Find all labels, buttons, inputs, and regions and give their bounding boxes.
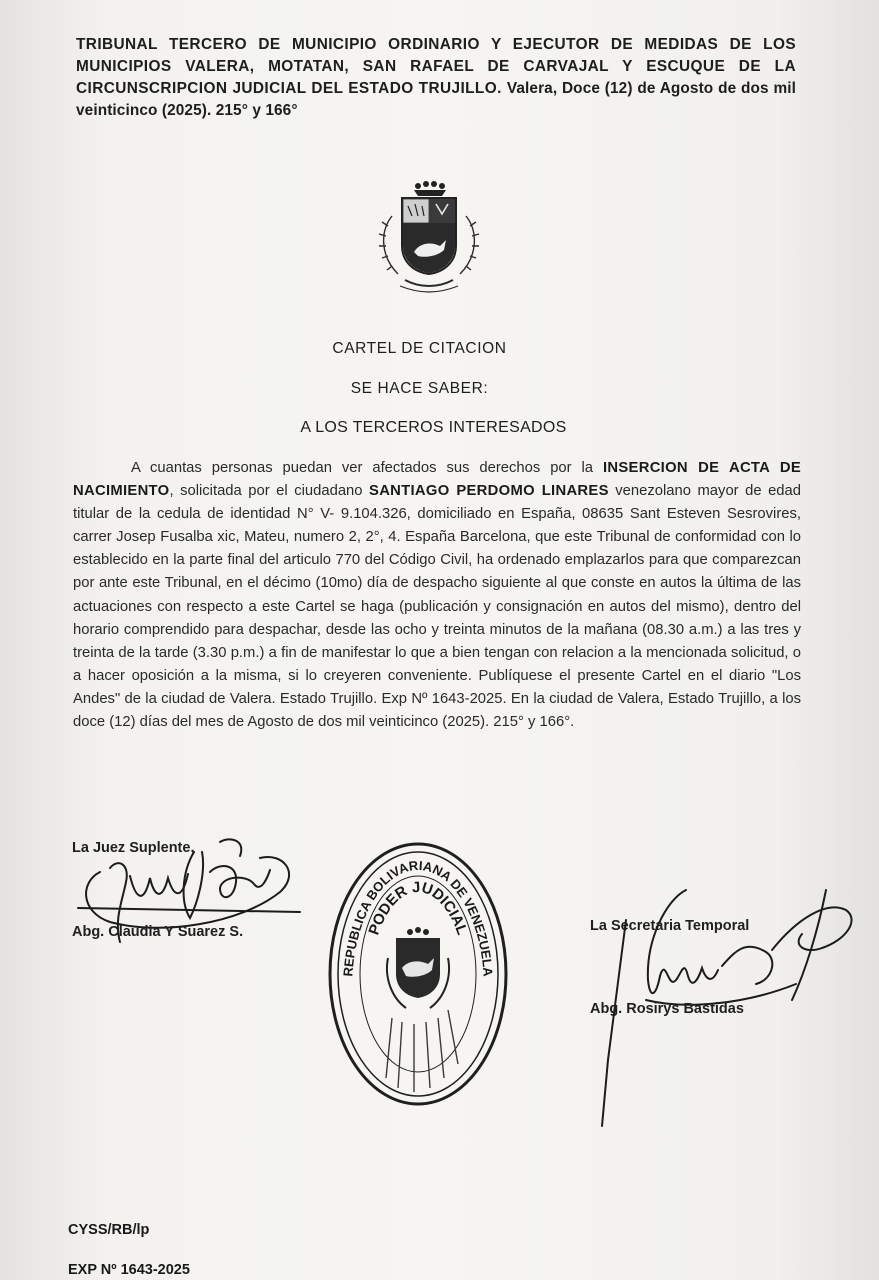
- applicant-name: SANTIAGO PERDOMO LINARES: [369, 483, 609, 500]
- secretary-title: La Secretaria Temporal: [590, 918, 750, 934]
- seal-inner-text: PODER JUDICIAL: [365, 878, 471, 938]
- body-paragraph: [73, 457, 801, 734]
- document-initials: CYSS/RB/lp: [68, 1222, 150, 1238]
- judge-title: La Juez Suplente,: [72, 840, 195, 856]
- expediente-number: EXP Nº 1643-2025: [68, 1262, 190, 1278]
- citation-body: [73, 457, 801, 734]
- body-text-1: A cuantas personas puedan ver afectados sus derechos por la: [131, 460, 603, 476]
- venezuela-coat-of-arms-icon: [370, 176, 488, 298]
- document-title: CARTEL DE CITACION: [332, 340, 507, 357]
- court-name: TRIBUNAL TERCERO DE MUNICIPIO ORDINARIO Y EJECUTOR DE MEDIDAS DE LOS MUNICIPIOS VALERA, MOTATAN, SAN RAFAEL DE CARVAJAL Y ESCUQUE DE LA CIRCUNSCRIPCION JUDICIAL DEL ESTADO TRUJILLO.: [76, 36, 796, 97]
- secretary-name: Abg. Rosirys Bastidas: [590, 1001, 744, 1017]
- body-text-3: venezolano mayor de edad titular de la cedula de identidad N° V- 9.104.326, domiciliado en España, 08635 Sant Esteven Sesrovires, carrer Josep Fusalba xic, Mateu, numero 2, 2°, 4. España Barcelona, que este Tribunal de conformidad con lo establecido en la parte final del articulo 770 del Código Civil, ha ordenado emplazarlos para que comparezcan por ante este Tribunal, en el décimo (10mo) día de despacho siguiente al que conste en autos la última de las actuaciones con respecto a este Cartel se haga (publicación y consignación en autos del mismo), dentro del horario comprendido para despachar, desde las ocho y treinta minutos de la mañana (08.30 a.m.) a las tres y treinta de la tarde (3.30 p.m.) a fin de manifestar lo que a bien tengan con relacion a la mencionada solicitud, o a hacer oposición a la misma, si lo creyeren conveniente. Publíquese el presente Cartel en el diario "Los Andes" de la ciudad de Valera. Estado Trujillo. Exp Nº 1643-2025. En la ciudad de Valera, Estado Trujillo, a los doce (12) días del mes de Agosto de dos mil veinticinco (2025). 215° y 166°.: [73, 483, 801, 731]
- official-seal-icon: [322, 838, 514, 1110]
- addressee-heading: A LOS TERCEROS INTERESADOS: [300, 419, 567, 436]
- seal-outer-text: REPUBLICA BOLIVARIANA DE VENEZUELA: [340, 857, 496, 978]
- body-text-2: , solicitada por el ciudadano: [169, 483, 370, 500]
- document-subtitle: SE HACE SABER:: [350, 380, 489, 397]
- judge-name: Abg. Claudia Y Suarez S.: [72, 924, 244, 940]
- court-header: [76, 34, 796, 122]
- header-date: Valera, Doce (12) de Agosto de dos mil veinticinco (2025). 215° y 166°: [76, 80, 796, 119]
- procedure-name: INSERCION DE ACTA DE NACIMIENTO: [73, 460, 801, 500]
